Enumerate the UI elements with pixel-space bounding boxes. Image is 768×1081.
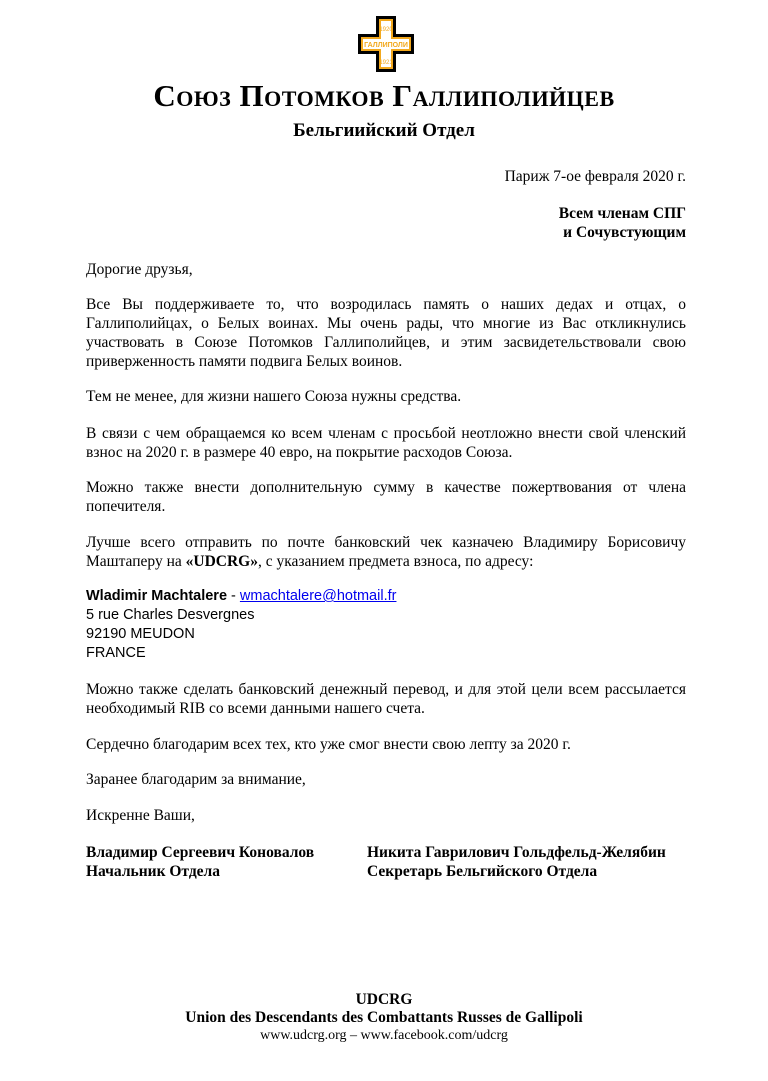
footer-org: UDCRG: [355, 991, 413, 1008]
page-subtitle: Бельгиийский Отдел: [293, 120, 475, 141]
greeting: Дорогие друзья,: [86, 261, 193, 278]
email-link[interactable]: wmachtalere@hotmail.fr: [239, 588, 397, 604]
postal-address: [86, 587, 686, 663]
signer-name: Владимир Сергеевич Коновалов: [86, 844, 315, 861]
signature-left: [86, 843, 346, 881]
paragraph: Тем не менее, для жизни нашего Союза нужны средства.: [86, 388, 462, 405]
separator: -: [227, 588, 240, 604]
address-line: FRANCE: [86, 645, 146, 661]
recipient-name: Wladimir Machtalere: [86, 588, 228, 604]
page-title: Союз Потомков Галлиполийцев: [153, 78, 615, 113]
footer-full-name: Union des Descendants des Combattants Russes de Gallipoli: [185, 1009, 583, 1026]
signer-role: Секретарь Бельгийского Отдела: [367, 863, 598, 880]
text: Лучше всего отправить по почте банковский чек казначею Владимиру Борисовичу Маштаперу на: [86, 534, 686, 570]
paragraph: Все Вы поддерживаете то, что возродилась память о наших дедах и отцах, о Галлиполийцах, о Белых воинах. Мы очень рады, что многие из Вас откликнулись участвовать в Союзе Потомков Галлиполийцев, и этим засвидетельствовали свою приверженность памяти подвига Белых воинов.: [86, 296, 686, 370]
signature-right: [367, 843, 697, 881]
footer-links: www.udcrg.org – www.facebook.com/udcrg: [260, 1028, 508, 1043]
addressee-line: Всем членам СПГ: [558, 205, 686, 222]
text: , с указанием предмета взноса, по адресу:: [257, 553, 534, 570]
paragraph: Сердечно благодарим всех тех, кто уже смог внести свою лепту за 2020 г.: [86, 736, 571, 753]
signer-name: Никита Гаврилович Гольдфельд-Желябин: [367, 844, 666, 861]
closing: Заранее благодарим за внимание,: [86, 771, 306, 788]
payee: «UDCRG»: [185, 553, 258, 570]
addressee-line: и Сочувстующим: [563, 224, 686, 241]
address-line: 5 rue Charles Desvergnes: [86, 607, 255, 623]
svg-text:ГАЛЛИПОЛИ: ГАЛЛИПОЛИ: [364, 42, 408, 49]
paragraph: Можно также внести дополнительную сумму в качестве пожертвования от члена попечителя.: [86, 479, 686, 515]
closing: Искренне Ваши,: [86, 807, 195, 824]
addressee: [559, 204, 686, 242]
svg-text:1921: 1921: [379, 60, 393, 66]
signer-role: Начальник Отдела: [86, 863, 221, 880]
letter-date: Париж 7-ое февраля 2020 г.: [504, 168, 686, 185]
address-line: 92190 MEUDON: [86, 626, 195, 642]
gallipoli-cross-logo: [356, 14, 416, 74]
paragraph: В связи с чем обращаемся ко всем членам с просьбой неотложно внести свой членский взнос на 2020 г. в размере 40 евро, на покрытие расходов Союза.: [86, 425, 686, 461]
paragraph: Можно также сделать банковский денежный перевод, и для этой цели всем рассылается необходимый RIB со всеми данными нашего счета.: [86, 681, 686, 717]
svg-text:1920: 1920: [379, 27, 393, 33]
paragraph-cheque: [86, 533, 686, 571]
